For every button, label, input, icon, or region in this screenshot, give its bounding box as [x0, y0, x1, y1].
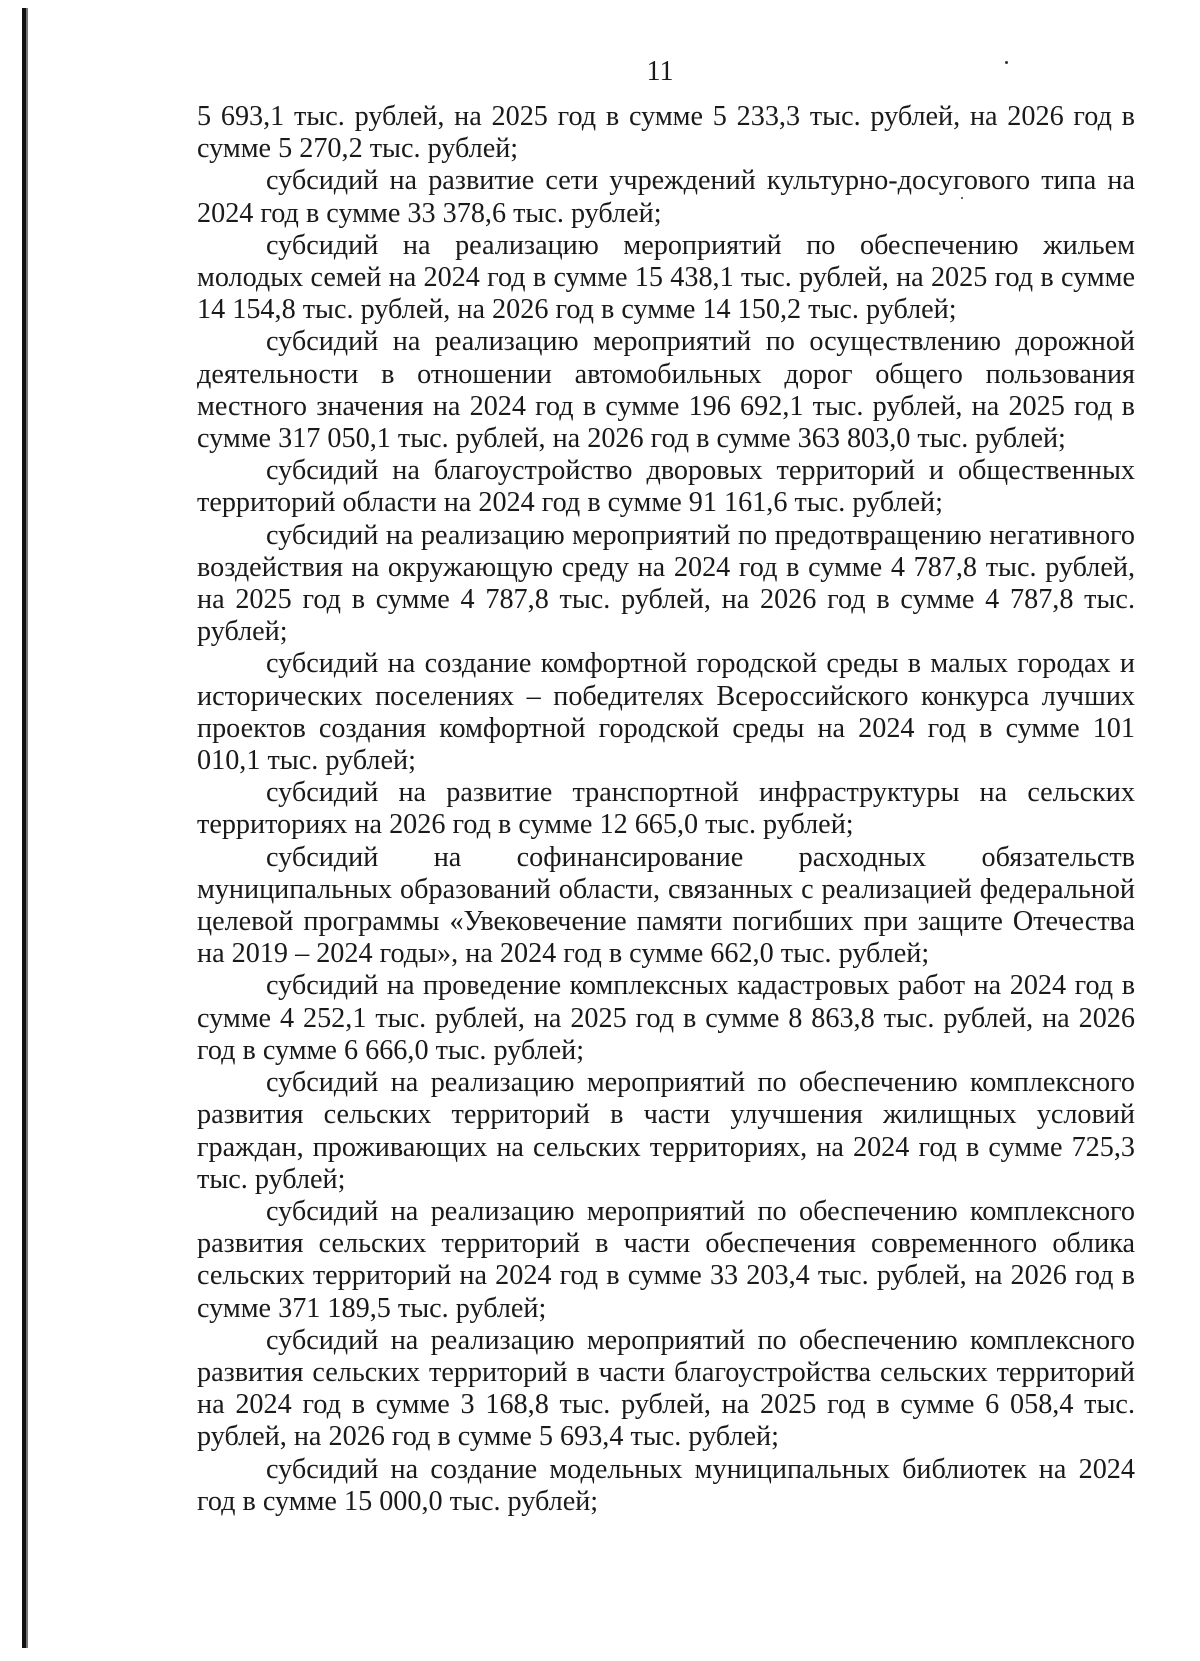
paragraph-continuation: 5 693,1 тыс. рублей, на 2025 год в сумме 5 233,3 тыс. рублей, на 2026 год в сумме 5 270,2 тыс. рублей;	[197, 101, 1135, 165]
paragraph-young-families-housing-subsidy: субсидий на реализацию мероприятий по обеспечению жильем молодых семей на 2024 год в сумме 15 438,1 тыс. рублей, на 2025 год в сумме 14 154,8 тыс. рублей, на 2026 год в сумме 14 150,2 тыс. рублей;	[197, 229, 1135, 326]
paragraph-road-activity-subsidy: субсидий на реализацию мероприятий по осуществлению дорожной деятельности в отношении автомобильных дорог общего пользования местного значения на 2024 год в сумме 196 692,1 тыс. рублей, на 2025 год в сумме 317 050,1 тыс. рублей, на 2026 год в сумме 363 803,0 тыс. рублей;	[197, 326, 1135, 455]
paragraph-rural-improvement-subsidy: субсидий на реализацию мероприятий по обеспечению комплексного развития сельских территорий в части благоустройства сельских территорий на 2024 год в сумме 3 168,8 тыс. рублей, на 2025 год в сумме 6 058,4 тыс. рублей, на 2026 год в сумме 5 693,4 тыс. рублей;	[197, 1324, 1135, 1453]
paragraph-model-libraries-subsidy: субсидий на создание модельных муниципальных библиотек на 2024 год в сумме 15 000,0 тыс. рублей;	[197, 1453, 1135, 1517]
paragraph-culture-leisure-subsidy: субсидий на развитие сети учреждений культурно-досугового типа на 2024 год в сумме 33 378,6 тыс. рублей;	[197, 165, 1135, 229]
paragraph-rural-transport-subsidy: субсидий на развитие транспортной инфраструктуры на сельских территориях на 2026 год в сумме 12 665,0 тыс. рублей;	[197, 777, 1135, 841]
paragraph-cadastral-works-subsidy: субсидий на проведение комплексных кадастровых работ на 2024 год в сумме 4 252,1 тыс. рублей, на 2025 год в сумме 8 863,8 тыс. рублей, на 2026 год в сумме 6 666,0 тыс. рублей;	[197, 970, 1135, 1066]
paragraph-yards-improvement-subsidy: субсидий на благоустройство дворовых территорий и общественных территорий области на 2024 год в сумме 91 161,6 тыс. рублей;	[197, 455, 1135, 519]
paragraph-environment-subsidy: субсидий на реализацию мероприятий по предотвращению негативного воздействия на окружающую среду на 2024 год в сумме 4 787,8 тыс. рублей, на 2025 год в сумме 4 787,8 тыс. рублей, на 2026 год в сумме 4 787,8 тыс. рублей;	[197, 519, 1135, 648]
page-number: 11	[646, 56, 674, 87]
paragraph-memory-program-subsidy: субсидий на софинансирование расходных обязательств муниципальных образований области, связанных с реализацией федеральной целевой программы «Увековечение памяти погибших при защите Отечества на 2019 – 2024 годы», на 2024 год в сумме 662,0 тыс. рублей;	[197, 841, 1135, 970]
document-body	[197, 101, 1135, 1518]
paragraph-rural-appearance-subsidy: субсидий на реализацию мероприятий по обеспечению комплексного развития сельских территорий в части обеспечения современного облика сельских территорий на 2024 год в сумме 33 203,4 тыс. рублей, на 2026 год в сумме 371 189,5 тыс. рублей;	[197, 1195, 1135, 1324]
scan-margin-shadow	[26, 8, 28, 1648]
paragraph-rural-housing-subsidy: субсидий на реализацию мероприятий по обеспечению комплексного развития сельских территорий в части улучшения жилищных условий граждан, проживающих на сельских территориях, на 2024 год в сумме 725,3 тыс. рублей;	[197, 1067, 1135, 1195]
paragraph-urban-environment-subsidy: субсидий на создание комфортной городской среды в малых городах и исторических поселениях – победителях Всероссийского конкурса лучших проектов создания комфортной городской среды на 2024 год в сумме 101 010,1 тыс. рублей;	[197, 648, 1135, 777]
